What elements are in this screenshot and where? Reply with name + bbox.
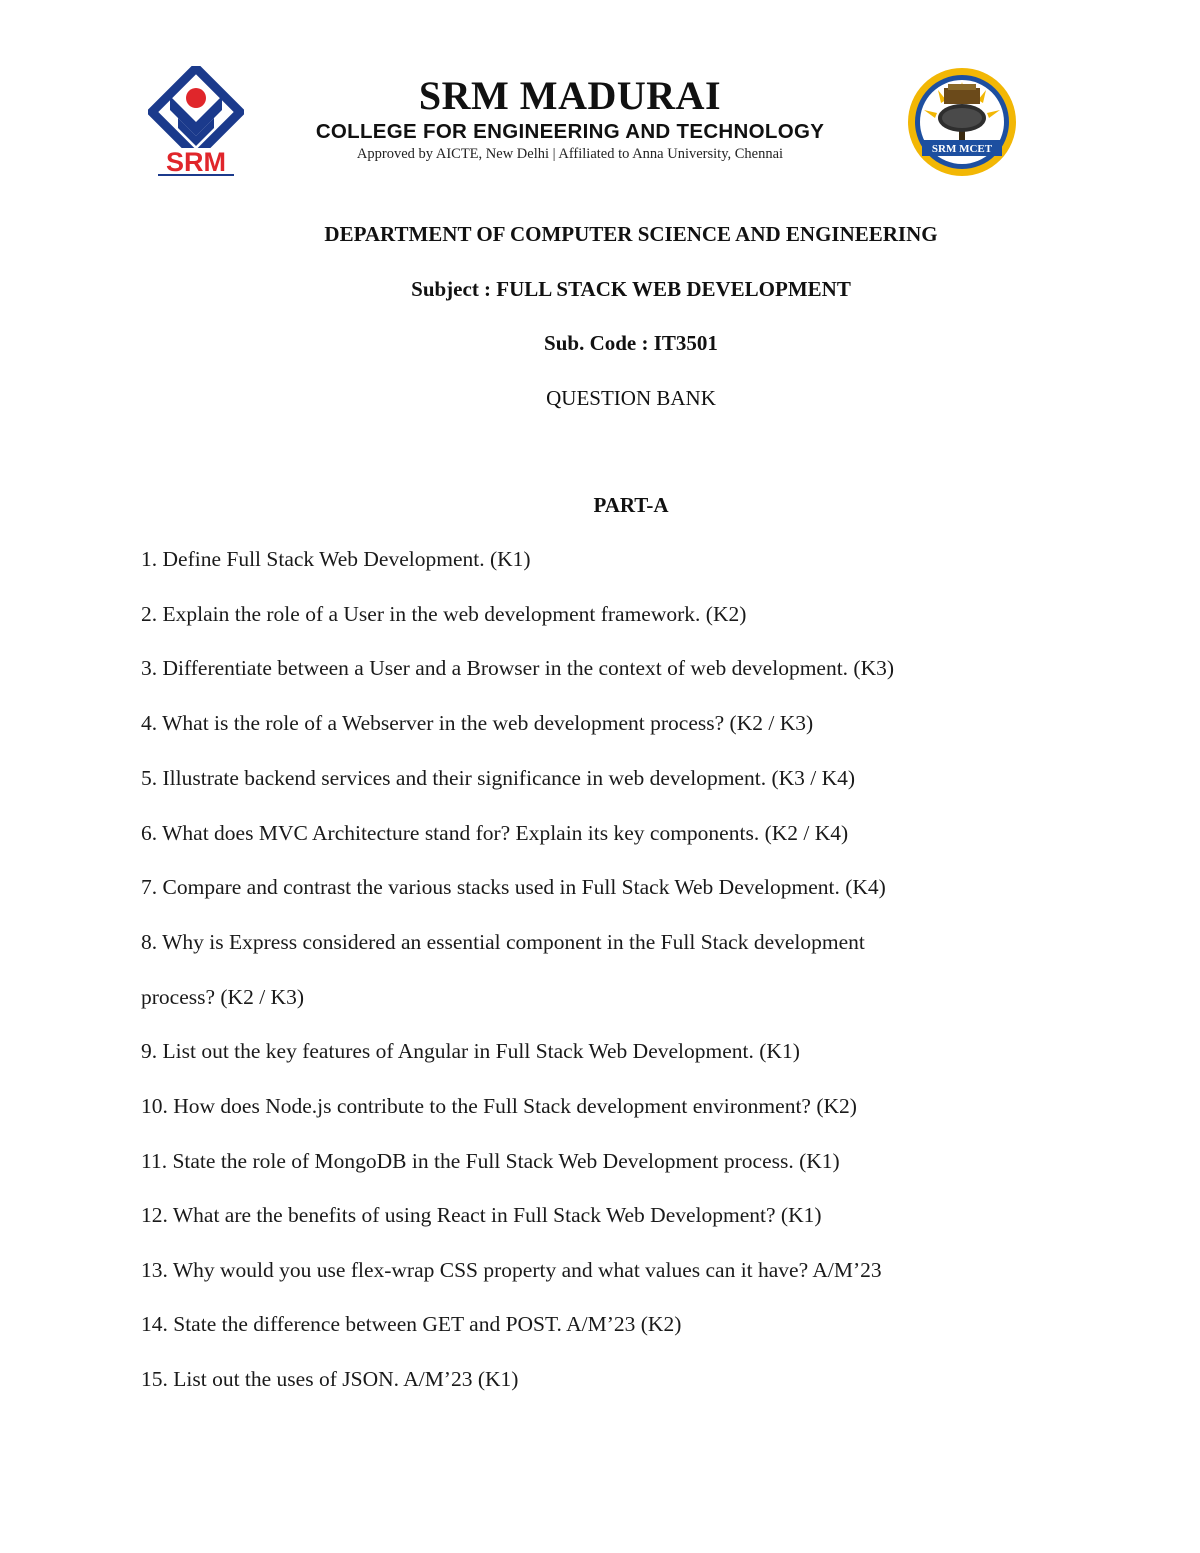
question-item: 9. List out the key features of Angular in Full Stack Web Development. (K1) <box>141 1039 800 1063</box>
srm-logo <box>148 66 244 178</box>
part-a-heading: PART-A <box>593 493 669 517</box>
college-title-block <box>280 74 860 163</box>
question-item: 11. State the role of MongoDB in the Full Stack Web Development process. (K1) <box>141 1149 840 1173</box>
question-item: 13. Why would you use flex-wrap CSS property and what values can it have? A/M’23 <box>141 1258 882 1282</box>
question-item: 12. What are the benefits of using React in Full Stack Web Development? (K1) <box>141 1203 822 1227</box>
subject-code-line: Sub. Code : IT3501 <box>544 331 718 355</box>
question-item: 5. Illustrate backend services and their significance in web development. (K3 / K4) <box>141 766 856 790</box>
question-bank-title: QUESTION BANK <box>546 386 716 410</box>
question-item: 14. State the difference between GET and POST. A/M’23 (K2) <box>141 1312 682 1336</box>
approval-text: Approved by AICTE, New Delhi | Affiliated to Anna University, Chennai <box>356 146 784 162</box>
college-header <box>140 60 1030 185</box>
college-name: SRM MADURAI <box>418 73 722 118</box>
question-item: 8. Why is Express considered an essential component in the Full Stack development <box>141 930 865 954</box>
question-item: 2. Explain the role of a User in the web development framework. (K2) <box>141 602 747 626</box>
question-item: 15. List out the uses of JSON. A/M’23 (K1) <box>141 1367 519 1391</box>
question-item: 3. Differentiate between a User and a Browser in the context of web development. (K3) <box>141 656 895 680</box>
question-item: 6. What does MVC Architecture stand for? Explain its key components. (K2 / K4) <box>141 821 849 845</box>
question-item-continuation: process? (K2 / K3) <box>141 985 304 1009</box>
college-subtitle: COLLEGE FOR ENGINEERING AND TECHNOLOGY <box>315 120 825 143</box>
question-item: 1. Define Full Stack Web Development. (K1) <box>141 547 531 571</box>
subject-line: Subject : FULL STACK WEB DEVELOPMENT <box>411 277 851 301</box>
department-heading: DEPARTMENT OF COMPUTER SCIENCE AND ENGINEERING <box>324 222 938 246</box>
question-item: 10. How does Node.js contribute to the Full Stack development environment? (K2) <box>141 1094 857 1118</box>
question-item: 7. Compare and contrast the various stacks used in Full Stack Web Development. (K4) <box>141 875 886 899</box>
mcet-seal-logo <box>904 66 1020 178</box>
question-item: 4. What is the role of a Webserver in the web development process? (K2 / K3) <box>141 711 814 735</box>
mcet-seal-text: SRM MCET <box>931 143 993 155</box>
srm-logo-text: SRM <box>166 147 226 177</box>
